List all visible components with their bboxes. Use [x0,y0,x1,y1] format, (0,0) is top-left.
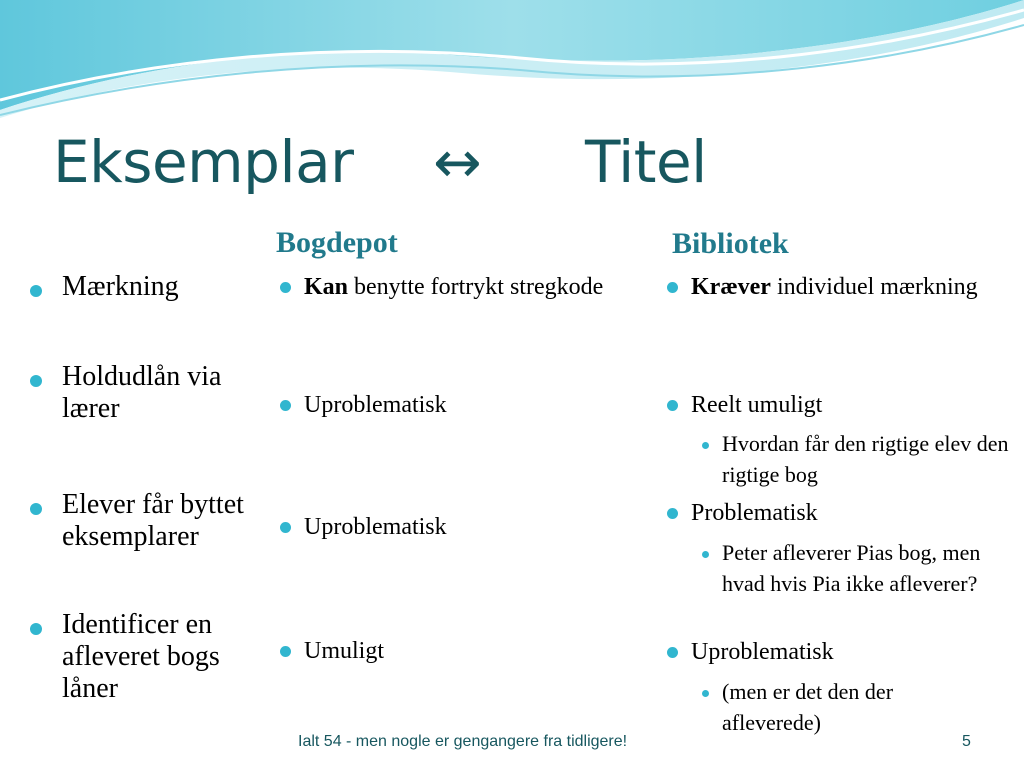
bullet-icon [30,503,42,515]
sub-list-item: Hvordan får den rigtige elev den rigtige bog [698,428,1012,490]
list-item: Uproblematisk [280,510,604,544]
column-heading-bibliotek: Bibliotek [672,227,789,260]
list-item: Reelt umuligt [667,388,991,422]
list-item: Identificer en afleveret bogs låner [28,609,282,705]
bullet-icon [30,623,42,635]
bullet-icon [702,690,709,697]
header-wave-decoration [0,0,1024,120]
bullet-icon [280,400,291,411]
bullet-icon [280,282,291,293]
list-item: Kræver individuel mærkning [667,270,991,304]
bullet-icon [702,551,709,558]
list-item: Umuligt [280,634,604,668]
bullet-icon [667,508,678,519]
sub-list-item: Peter afleverer Pias bog, men hvad hvis Pia ikke afleverer? [698,537,1022,599]
slide-title [53,128,707,196]
bullet-icon [280,522,291,533]
bullet-icon [30,285,42,297]
title-right: Titel [585,128,707,196]
list-item: Mærkning [28,271,282,303]
list-item: Uproblematisk [667,635,991,669]
list-item: Kan benytte fortrykt stregkode [280,270,604,304]
sub-list-item: (men er det den der afleverede) [698,676,982,738]
bullet-icon [667,647,678,658]
bullet-icon [702,442,709,449]
page-number: 5 [962,733,971,750]
bullet-icon [280,646,291,657]
bullet-icon [667,282,678,293]
title-left: Eksemplar [53,128,354,196]
left-right-arrow-icon: ↔ [433,128,482,196]
bullet-icon [30,375,42,387]
column-heading-bogdepot: Bogdepot [276,226,398,259]
list-item: Problematisk [667,496,991,530]
bullet-icon [667,400,678,411]
list-item: Uproblematisk [280,388,604,422]
slide-footer: Ialt 54 - men nogle er gengangere fra tidligere! [298,733,628,750]
list-item: Elever får byttet eksemplarer [28,489,262,553]
list-item: Holdudlån via lærer [28,361,262,425]
